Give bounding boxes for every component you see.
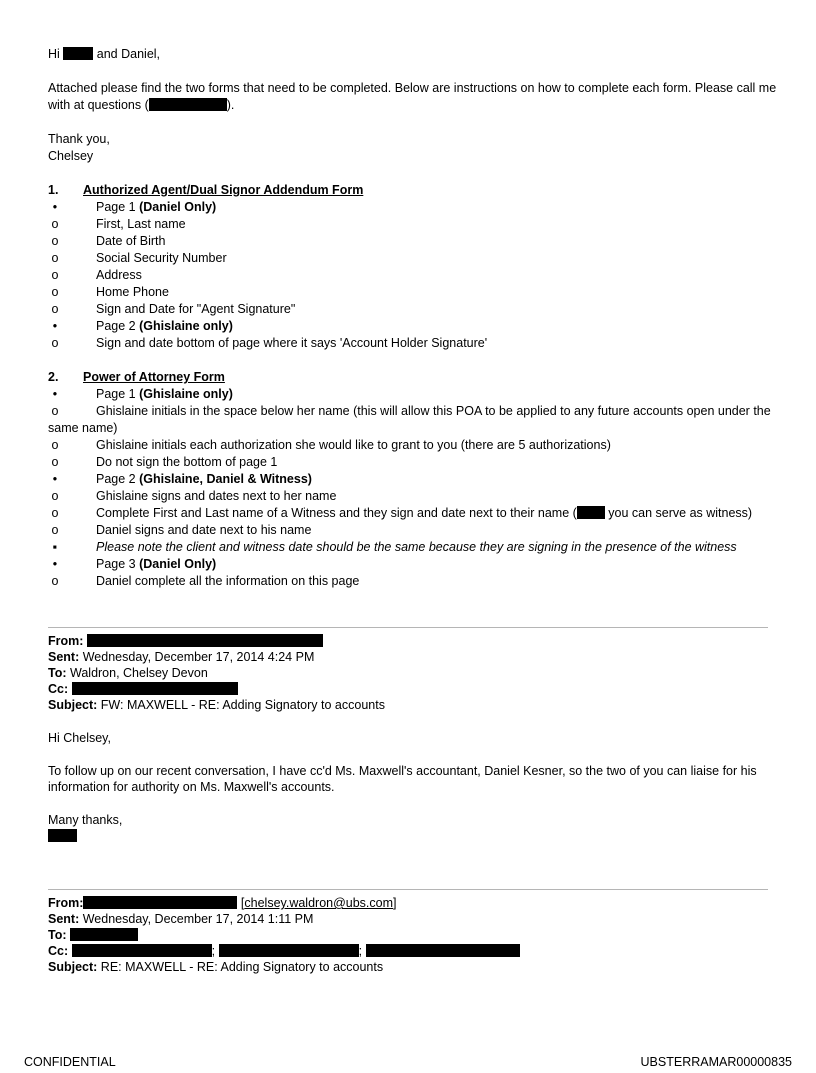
- circle-bullet-icon: o: [51, 574, 59, 588]
- body-paragraph: To follow up on our recent conversation, I have cc'd Ms. Maxwell's accountant, Daniel Kesner, so the two of you can liaise for his information for authority on Ms. Maxwell's accounts.: [48, 764, 757, 794]
- cc-separator: ;: [358, 944, 363, 958]
- from-label: From:: [48, 634, 84, 648]
- list-item-bold: (Ghislaine only): [139, 319, 233, 333]
- from-label: From:: [48, 896, 84, 910]
- list-item-text: Page 2: [96, 472, 140, 486]
- list-item-text: Sign and date bottom of page where it says 'Account Holder Signature': [96, 336, 488, 350]
- redaction-block: [577, 506, 605, 519]
- confidential-label: CONFIDENTIAL: [24, 1055, 116, 1069]
- section-1-list: [48, 199, 778, 352]
- circle-bullet-icon: o: [51, 285, 59, 299]
- list-item: [48, 403, 778, 437]
- list-item-text: Address: [96, 268, 142, 282]
- email-body-first: [48, 46, 778, 590]
- list-item: [48, 386, 778, 403]
- list-item: [48, 556, 778, 573]
- list-item-text: Ghislaine signs and dates next to her name: [96, 489, 337, 503]
- to-label: To:: [48, 666, 67, 680]
- email-body-second: [48, 633, 778, 844]
- to-header: [48, 927, 778, 943]
- list-item: [48, 437, 778, 454]
- redaction-block: [87, 634, 151, 647]
- cc-label: Cc:: [48, 944, 69, 958]
- greeting-end: and Daniel,: [96, 47, 161, 61]
- bullet-icon: •: [52, 387, 58, 401]
- intro-end: ).: [226, 98, 235, 112]
- list-item-text: Page 1: [96, 200, 140, 214]
- greeting-start: Hi: [48, 47, 60, 61]
- redaction-block: [72, 944, 212, 957]
- cc-label: Cc:: [48, 682, 69, 696]
- list-item: [48, 233, 778, 250]
- to-label: To:: [48, 928, 67, 942]
- from-email-link[interactable]: chelsey.waldron@ubs.com: [244, 896, 394, 910]
- list-item-bold: (Daniel Only): [139, 200, 217, 214]
- section-1-number: 1.: [48, 183, 59, 197]
- list-item-text: Date of Birth: [96, 234, 166, 248]
- list-item-text: Page 1: [96, 387, 140, 401]
- redaction-block: [151, 634, 323, 647]
- redaction-block: [219, 944, 359, 957]
- closing-line: Many thanks,: [48, 813, 123, 827]
- bates-number: UBSTERRAMAR00000835: [640, 1055, 792, 1069]
- circle-bullet-icon: o: [51, 302, 59, 316]
- list-item: [48, 335, 778, 352]
- list-item: [48, 250, 778, 267]
- list-item: [48, 488, 778, 505]
- redaction-block: [149, 98, 227, 111]
- closing-line: Thank you,: [48, 132, 110, 146]
- redaction-block: [70, 928, 138, 941]
- subject-label: Subject:: [48, 960, 98, 974]
- circle-bullet-icon: o: [51, 268, 59, 282]
- bullet-icon: •: [52, 319, 58, 333]
- list-item-text: Social Security Number: [96, 251, 227, 265]
- circle-bullet-icon: o: [51, 217, 59, 231]
- subject-value: RE: MAXWELL - RE: Adding Signatory to accounts: [100, 960, 384, 974]
- list-item-text: Daniel signs and date next to his name: [96, 523, 312, 537]
- list-item: [48, 318, 778, 335]
- redaction-block: [366, 944, 520, 957]
- circle-bullet-icon: o: [51, 404, 59, 418]
- circle-bullet-icon: o: [51, 489, 59, 503]
- redaction-block: [63, 47, 93, 60]
- list-item-text: Do not sign the bottom of page 1: [96, 455, 278, 469]
- list-item-text: Sign and Date for "Agent Signature": [96, 302, 296, 316]
- sent-value: Wednesday, December 17, 2014 4:24 PM: [82, 650, 315, 664]
- list-item-text: Page 3: [96, 557, 140, 571]
- section-2-list: [48, 386, 778, 590]
- list-item-text: Ghislaine initials each authorization she would like to grant to you (there are 5 authorizations): [96, 438, 611, 452]
- subject-header: [48, 697, 778, 713]
- list-item: [48, 199, 778, 216]
- redaction-block: [48, 829, 77, 842]
- list-item: [48, 454, 778, 471]
- section-2-number: 2.: [48, 370, 59, 384]
- list-item-text: Ghislaine initials in the space below her name (this will allow this POA to be applied to any future accounts open under the same name): [48, 404, 771, 435]
- signature-line: [48, 828, 778, 844]
- subject-value: FW: MAXWELL - RE: Adding Signatory to accounts: [100, 698, 385, 712]
- to-header: [48, 665, 778, 681]
- bullet-icon: •: [52, 200, 58, 214]
- email-bracket-close: ]: [393, 896, 397, 910]
- list-item: [48, 284, 778, 301]
- email-body-third: [48, 895, 778, 975]
- cc-separator: ;: [211, 944, 216, 958]
- list-item: [48, 471, 778, 488]
- list-item-text: First, Last name: [96, 217, 186, 231]
- to-value: Waldron, Chelsey Devon: [70, 666, 208, 680]
- section-1-title: [48, 182, 778, 199]
- greeting-line: Hi Chelsey,: [48, 731, 111, 745]
- sent-value: Wednesday, December 17, 2014 1:11 PM: [82, 912, 314, 926]
- message-divider: [48, 889, 768, 890]
- email-bracket-open: [: [240, 896, 245, 910]
- circle-bullet-icon: o: [51, 251, 59, 265]
- from-header: [48, 633, 778, 649]
- bullet-icon: •: [52, 472, 58, 486]
- list-item: [48, 505, 778, 522]
- sent-header: [48, 649, 778, 665]
- section-1-title-text: Authorized Agent/Dual Signor Addendum Form: [83, 183, 364, 197]
- circle-bullet-icon: o: [51, 438, 59, 452]
- bullet-icon: •: [52, 557, 58, 571]
- list-item: [48, 216, 778, 233]
- list-item-text: Please note the client and witness date should be the same because they are signing in the presence of the witness: [96, 540, 737, 554]
- from-header: [48, 895, 778, 911]
- list-item: [48, 573, 778, 590]
- list-item-text: Home Phone: [96, 285, 169, 299]
- list-item-bold: (Daniel Only): [139, 557, 217, 571]
- section-2-title-text: Power of Attorney Form: [83, 370, 225, 384]
- list-item: [48, 539, 778, 556]
- redaction-block: [72, 682, 238, 695]
- sent-header: [48, 911, 778, 927]
- signer-name: Chelsey: [48, 149, 94, 163]
- circle-bullet-icon: o: [51, 455, 59, 469]
- list-item-text: Complete First and Last name of a Witness and they sign and date next to their name (: [96, 506, 577, 520]
- section-2-title: [48, 369, 778, 386]
- subject-label: Subject:: [48, 698, 98, 712]
- sent-label: Sent:: [48, 650, 80, 664]
- list-item-bold: (Ghislaine only): [139, 387, 233, 401]
- intro-paragraph: [48, 80, 778, 114]
- list-item-bold: (Ghislaine, Daniel & Witness): [139, 472, 312, 486]
- circle-bullet-icon: o: [51, 506, 59, 520]
- redaction-block: [83, 896, 237, 909]
- message-divider: [48, 627, 768, 628]
- subject-header: [48, 959, 778, 975]
- cc-header: [48, 681, 778, 697]
- cc-header: [48, 943, 778, 959]
- list-item: [48, 267, 778, 284]
- intro-text: Attached please find the two forms that need to be completed. Below are instructions on how to complete each form. Please call me with at questions (: [48, 81, 777, 112]
- sent-label: Sent:: [48, 912, 80, 926]
- circle-bullet-icon: o: [51, 336, 59, 350]
- greeting-line: [48, 46, 778, 63]
- list-item-text-end: you can serve as witness): [604, 506, 753, 520]
- list-item-text: Daniel complete all the information on this page: [96, 574, 360, 588]
- list-item-text: Page 2: [96, 319, 140, 333]
- circle-bullet-icon: o: [51, 234, 59, 248]
- circle-bullet-icon: o: [51, 523, 59, 537]
- list-item: [48, 522, 778, 539]
- list-item: [48, 301, 778, 318]
- square-bullet-icon: ▪: [52, 540, 58, 554]
